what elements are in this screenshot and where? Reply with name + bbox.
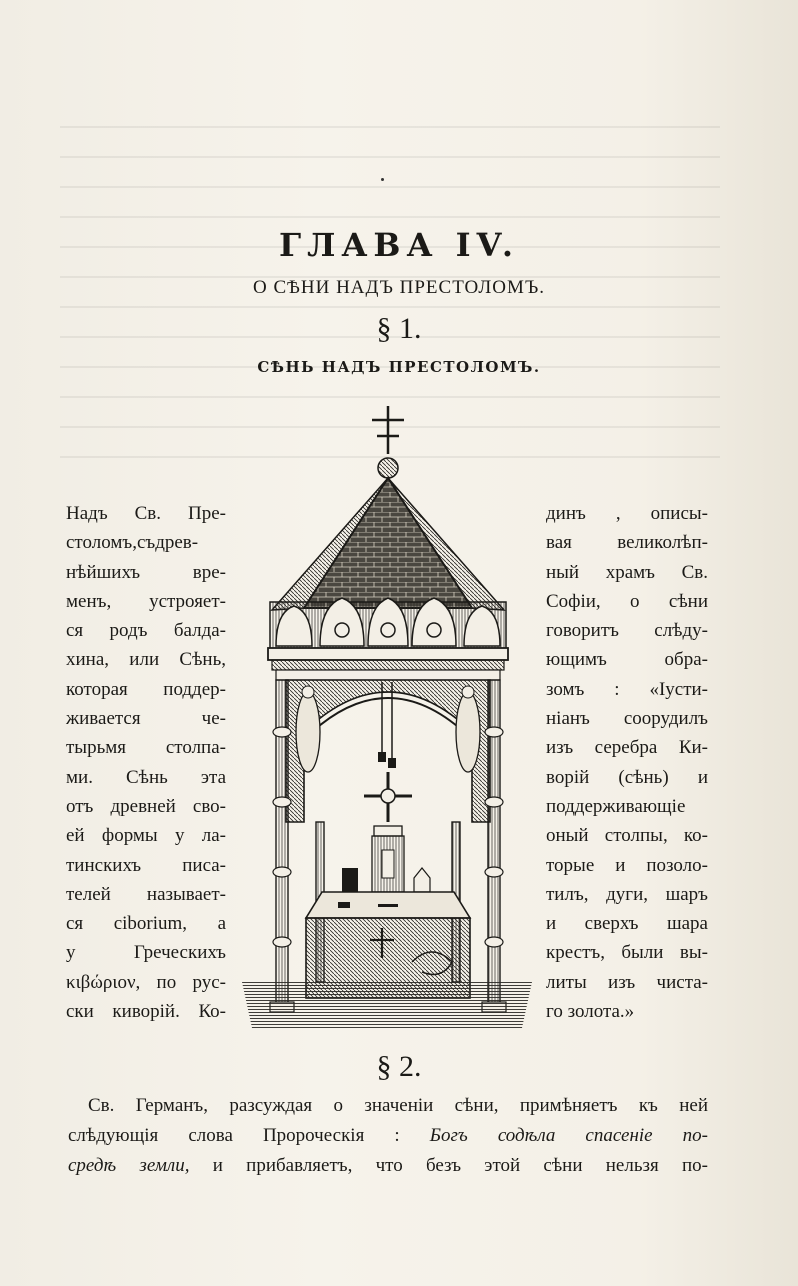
- line-italic-text: средѣ земли,: [68, 1155, 190, 1176]
- left-line: ми. Сѣнь эта: [66, 766, 226, 788]
- kokoshnik-crown: [270, 598, 506, 650]
- right-line: вая великолѣп-: [546, 532, 708, 554]
- ink-dot: [381, 178, 384, 181]
- line-text: Св. Германъ, разсуждая о значеніи сѣни, примѣняетъ къ ней: [88, 1095, 708, 1116]
- left-line: которая поддер-: [66, 678, 226, 700]
- right-line: зомъ : «Іусти-: [546, 678, 708, 700]
- section-1-heading: СѢНЬ НАДЪ ПРЕСТОЛОМЪ.: [257, 358, 541, 376]
- chapter-title: ГЛАВА IV.: [278, 226, 520, 264]
- left-line: у Греческихъ: [66, 942, 226, 964]
- line-italic-text: Богъ содѣла спасеніе по-: [429, 1125, 708, 1146]
- orb: [378, 458, 398, 478]
- line-text: слѣдующія слова Пророческія :: [68, 1125, 400, 1146]
- left-line: менъ, устрояет-: [66, 590, 226, 612]
- right-line: Софіи, о сѣни: [546, 590, 708, 612]
- right-text-column: [546, 499, 708, 1026]
- paragraph-line: [68, 1151, 708, 1181]
- paragraph-line: [68, 1121, 708, 1151]
- left-line: живается че-: [66, 708, 226, 730]
- right-line: говоритъ слѣду-: [546, 620, 708, 642]
- right-line: динъ , описы-: [546, 503, 708, 524]
- left-line: ей формы у ла-: [66, 825, 226, 847]
- angel-left: [296, 692, 320, 772]
- angel-right: [456, 692, 480, 772]
- left-line: ся родъ балда-: [66, 620, 226, 642]
- left-line: ски киворій. Ко-: [66, 1001, 226, 1023]
- paragraph-line: [88, 1091, 708, 1121]
- gospel-book: [342, 868, 358, 892]
- right-line: оный столпы, ко-: [546, 825, 708, 847]
- right-line: торые и позоло-: [546, 854, 708, 876]
- section-2-mark: § 2.: [376, 1050, 422, 1083]
- top-cross: [372, 406, 404, 454]
- right-line: ный храмъ Св.: [546, 561, 708, 583]
- right-line: поддерживающіе: [546, 795, 686, 817]
- right-line: ворій (сѣнь) и: [546, 766, 708, 788]
- left-line: κιβώριον, по рус-: [66, 971, 226, 993]
- left-line: столомъ,съдрев-: [66, 532, 199, 554]
- line-text: и прибавляетъ, что безъ этой сѣни нельзя по-: [212, 1155, 709, 1176]
- tabernacle: [374, 826, 402, 836]
- section-1-mark: § 1.: [376, 312, 422, 345]
- ciborium-engraving: [242, 402, 532, 1032]
- left-line: Надъ Св. Пре-: [66, 503, 226, 524]
- right-line: ніанъ соорудилъ: [546, 708, 708, 730]
- left-line: телей называет-: [66, 883, 226, 905]
- chapter-subtitle: О СѢНИ НАДЪ ПРЕСТОЛОМЪ.: [252, 277, 545, 298]
- left-line: нѣйшихъ вре-: [66, 561, 226, 583]
- right-line: го золота.»: [546, 1001, 635, 1023]
- right-line: крестъ, были вы-: [546, 942, 708, 964]
- left-line: тинскихъ писа-: [66, 854, 226, 876]
- left-line: хина, или Сѣнь,: [66, 649, 226, 671]
- right-line: тилъ, дуги, шаръ: [546, 883, 708, 905]
- roof: [304, 478, 472, 608]
- left-text-column: [66, 499, 226, 1026]
- left-line: ся cibоrium, а: [66, 913, 226, 935]
- left-line: тырьмя столпа-: [66, 737, 226, 759]
- left-line: отъ древней сво-: [66, 795, 226, 817]
- right-line: ющимъ обра-: [546, 649, 708, 671]
- right-line: изъ серебра Ки-: [546, 737, 708, 759]
- floor: [242, 982, 532, 1028]
- section-2-paragraph: [68, 1091, 709, 1181]
- right-line: и сверхъ шара: [546, 913, 708, 935]
- right-line: литы изъ чиста-: [546, 971, 708, 993]
